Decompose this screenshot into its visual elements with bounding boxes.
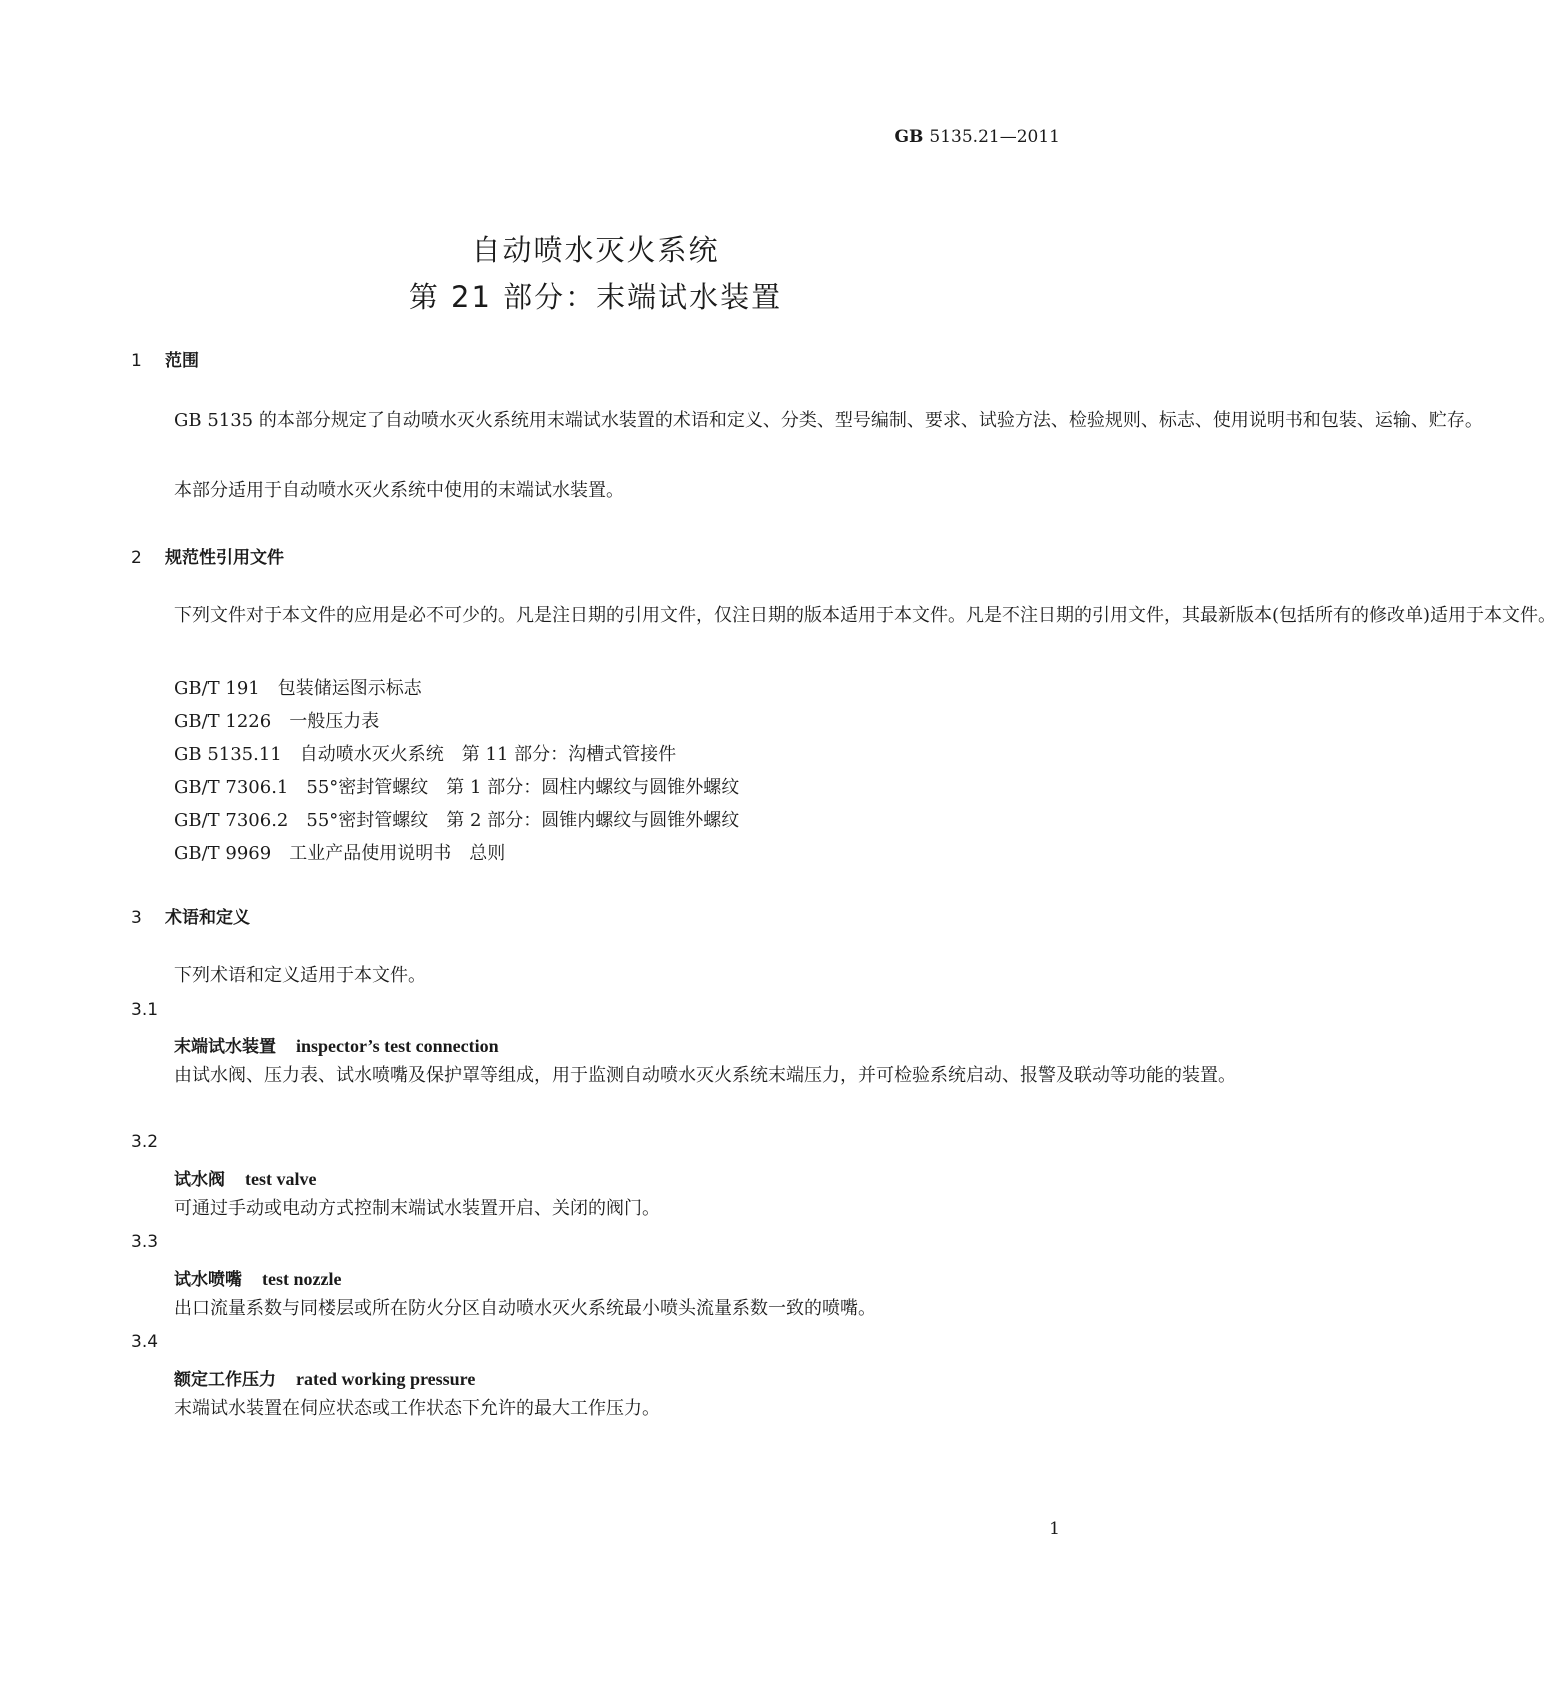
page-number: 1	[1049, 1519, 1060, 1539]
reference-item: GB/T 7306.1 55°密封管螺纹 第 1 部分：圆柱内螺纹与圆锥外螺纹	[174, 777, 740, 798]
section-2-paragraph-1: 下列文件对于本文件的应用是必不可少的。凡是注日期的引用文件，仅注日期的版本适用于本文件。凡是不注日期的引用文件，其最新版本(包括所有的修改单)适用于本文件。	[174, 605, 1556, 626]
section-1-paragraph-1: GB 5135 的本部分规定了自动喷水灭火系统用末端试水装置的术语和定义、分类、型号编制、要求、试验方法、检验规则、标志、使用说明书和包装、运输、贮存。	[174, 410, 1483, 431]
section-2-heading: 2 规范性引用文件	[131, 548, 284, 568]
section-3-heading: 3 术语和定义	[131, 908, 250, 928]
term-heading: 末端试水装置 inspector’s test connection	[174, 1036, 499, 1057]
reference-item: GB/T 7306.2 55°密封管螺纹 第 2 部分：圆锥内螺纹与圆锥外螺纹	[174, 810, 740, 831]
standard-number: 5135.21—2011	[929, 127, 1060, 147]
section-3-intro: 下列术语和定义适用于本文件。	[174, 965, 426, 986]
term-heading: 试水阀 test valve	[174, 1169, 317, 1190]
term-definition: 由试水阀、压力表、试水喷嘴及保护罩等组成，用于监测自动喷水灭火系统末端压力，并可检验系统启动、报警及联动等功能的装置。	[174, 1065, 1236, 1086]
reference-item: GB 5135.11 自动喷水灭火系统 第 11 部分：沟槽式管接件	[174, 744, 677, 765]
section-1-heading: 1 范围	[131, 351, 199, 371]
term-heading: 额定工作压力 rated working pressure	[174, 1369, 476, 1390]
document-title: 自动喷水灭火系统	[471, 233, 720, 267]
clause-number: 3.2	[131, 1132, 159, 1152]
reference-item: GB/T 191 包装储运图示标志	[174, 678, 422, 699]
standard-prefix: GB	[894, 127, 924, 147]
term-definition: 可通过手动或电动方式控制末端试水装置开启、关闭的阀门。	[174, 1198, 660, 1219]
standard-code	[895, 127, 1060, 147]
term-heading: 试水喷嘴 test nozzle	[174, 1269, 342, 1290]
section-1-paragraph-2: 本部分适用于自动喷水灭火系统中使用的末端试水装置。	[174, 480, 624, 501]
reference-item: GB/T 9969 工业产品使用说明书 总则	[174, 843, 506, 864]
term-definition: 末端试水装置在伺应状态或工作状态下允许的最大工作压力。	[174, 1398, 660, 1419]
clause-number: 3.3	[131, 1232, 159, 1252]
clause-number: 3.4	[131, 1332, 159, 1352]
reference-item: GB/T 1226 一般压力表	[174, 711, 380, 732]
term-definition: 出口流量系数与同楼层或所在防火分区自动喷水灭火系统最小喷头流量系数一致的喷嘴。	[174, 1298, 876, 1319]
clause-number: 3.1	[131, 1000, 159, 1020]
document-subtitle: 第 21 部分：末端试水装置	[408, 280, 783, 314]
